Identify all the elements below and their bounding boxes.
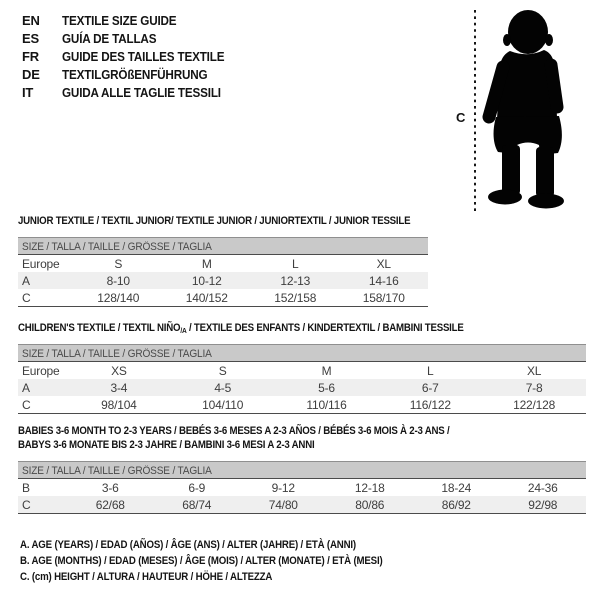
children-section-title — [18, 322, 518, 335]
baby-figure-svg — [450, 5, 580, 220]
language-row — [22, 11, 242, 29]
table-cell: 5-6 — [318, 380, 335, 395]
table-cell: 12-13 — [280, 273, 311, 288]
table-row — [18, 255, 428, 272]
babies-table-body — [18, 479, 586, 513]
children-title-prefix: CHILDREN'S TEXTILE / TEXTIL NIÑO — [18, 322, 181, 334]
footnotes — [20, 537, 432, 585]
language-title: GUIDA ALLE TAGLIE TESSILI — [62, 84, 221, 100]
footnote: B. AGE (MONTHS) / EDAD (MESES) / ÂGE (MOIS) / ALTER (MONATE) / ETÀ (MESI) — [20, 555, 383, 567]
babies-size-table — [18, 461, 586, 514]
language-title: TEXTILE SIZE GUIDE — [62, 12, 177, 28]
language-code: ES — [22, 30, 39, 46]
language-row — [22, 65, 242, 83]
table-cell: 110/116 — [306, 397, 347, 412]
table-cell: 74/80 — [268, 497, 298, 512]
table-cell: 8-10 — [106, 273, 130, 288]
table-cell: 10-12 — [191, 273, 222, 288]
size-header-label: SIZE / TALLA / TAILLE / GRÖSSE / TAGLIA — [22, 348, 212, 360]
children-table-body — [18, 362, 586, 413]
table-cell: 128/140 — [97, 290, 140, 305]
table-cell: 158/170 — [362, 290, 405, 305]
children-textile-section — [18, 322, 586, 414]
junior-textile-section — [18, 215, 428, 307]
babies-section-title — [18, 424, 518, 452]
table-cell: 68/74 — [182, 497, 212, 512]
table-cell: 104/110 — [202, 397, 244, 412]
table-cell: 18-24 — [441, 480, 472, 495]
row-label: C — [22, 397, 31, 412]
row-label: C — [22, 290, 31, 305]
baby-silhouette — [488, 10, 564, 209]
table-cell: 12-18 — [354, 480, 385, 495]
language-row — [22, 47, 242, 65]
size-header-bar — [18, 237, 428, 255]
table-cell: XL — [526, 363, 542, 378]
size-header-bar — [18, 461, 586, 479]
language-code: DE — [22, 66, 40, 82]
babies-textile-section — [18, 424, 586, 514]
language-title: GUÍA DE TALLAS — [62, 30, 157, 46]
babies-title-line2: BABYS 3-6 MONATE BIS 2-3 JAHRE / BAMBINI 3-6 MESI A 2-3 ANNI — [18, 439, 315, 451]
table-cell: 98/104 — [101, 397, 137, 412]
table-cell: 122/128 — [513, 397, 556, 412]
table-cell: XS — [111, 363, 127, 378]
language-code: IT — [22, 84, 34, 100]
row-label: A — [22, 273, 30, 288]
height-measure-label: C — [456, 110, 466, 125]
junior-table-body — [18, 255, 428, 306]
row-label: Europe — [22, 363, 60, 378]
language-list — [22, 11, 242, 101]
table-cell: 4-5 — [214, 380, 232, 395]
junior-size-table — [18, 237, 428, 307]
table-cell: 9-12 — [271, 480, 295, 495]
row-label: A — [22, 380, 30, 395]
junior-section-title: JUNIOR TEXTILE / TEXTIL JUNIOR/ TEXTILE JUNIOR / JUNIORTEXTIL / JUNIOR TESSILE — [18, 215, 411, 227]
table-cell: S — [114, 256, 123, 271]
table-cell: 92/98 — [528, 497, 558, 512]
language-row — [22, 83, 242, 101]
table-cell: L — [427, 363, 434, 378]
row-label: B — [22, 480, 30, 495]
table-row — [18, 396, 586, 413]
table-cell: 6-7 — [421, 380, 439, 395]
table-cell: 152/158 — [274, 290, 317, 305]
table-cell: 62/68 — [95, 497, 125, 512]
table-cell: L — [292, 256, 299, 271]
table-cell: 14-16 — [368, 273, 399, 288]
table-cell: 7-8 — [525, 380, 543, 395]
footnote: C. (cm) HEIGHT / ALTURA / HAUTEUR / HÖHE / ALTEZZA — [20, 571, 273, 583]
table-row — [18, 496, 586, 513]
table-row — [18, 479, 586, 496]
row-label: C — [22, 497, 31, 512]
footnote: A. AGE (YEARS) / EDAD (AÑOS) / ÂGE (ANS) / ALTER (JAHRE) / ETÀ (ANNI) — [20, 539, 356, 551]
table-cell: 140/152 — [185, 290, 228, 305]
language-title: GUIDE DES TAILLES TEXTILE — [62, 48, 225, 64]
children-title-subscript: /A — [180, 326, 187, 335]
table-cell: 6-9 — [188, 480, 206, 495]
table-cell: 24-36 — [527, 480, 558, 495]
table-cell: 86/92 — [441, 497, 471, 512]
table-row — [18, 272, 428, 289]
table-cell: XL — [376, 256, 391, 271]
size-header-bar — [18, 344, 586, 362]
language-code: FR — [22, 48, 39, 64]
table-row — [18, 379, 586, 396]
table-cell: 3-6 — [101, 480, 119, 495]
language-row — [22, 29, 242, 47]
table-cell: 80/86 — [355, 497, 385, 512]
table-row — [18, 362, 586, 379]
babies-title-line1: BABIES 3-6 MONTH TO 2-3 YEARS / BEBÉS 3-6 MESES A 2-3 AÑOS / BÉBÉS 3-6 MOIS À 2-3 ANS / — [18, 425, 450, 437]
table-row — [18, 289, 428, 306]
baby-figure — [450, 5, 580, 220]
size-header-label: SIZE / TALLA / TAILLE / GRÖSSE / TAGLIA — [22, 465, 212, 477]
language-title: TEXTILGRÖßENFÜHRUNG — [62, 66, 208, 82]
table-cell: S — [218, 363, 227, 378]
row-label: Europe — [22, 256, 60, 271]
children-title-suffix: / TEXTILE DES ENFANTS / KINDERTEXTIL / BAMBINI TESSILE — [186, 322, 464, 334]
children-size-table — [18, 344, 586, 414]
table-cell: M — [201, 256, 212, 271]
language-code: EN — [22, 12, 40, 28]
table-cell: 3-4 — [110, 380, 128, 395]
size-header-label: SIZE / TALLA / TAILLE / GRÖSSE / TAGLIA — [22, 241, 212, 253]
table-cell: 116/122 — [409, 397, 451, 412]
table-cell: M — [321, 363, 332, 378]
